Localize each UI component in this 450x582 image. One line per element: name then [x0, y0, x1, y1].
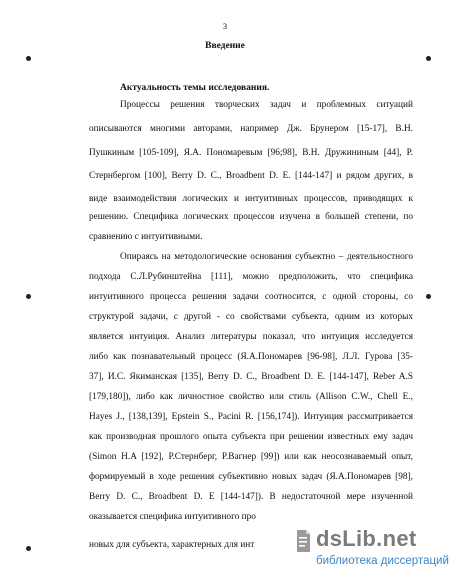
watermark-subtitle: библиотека диссертаций	[316, 555, 449, 567]
paragraph-line: Процессы решения творческих задач и проблемных ситуаций	[120, 100, 413, 110]
paragraph-line: структурой задачи, с другой - со свойствами субъекта, одним из которых	[89, 312, 413, 322]
paragraph-line: (Simon H.A [192], Р.Стернберг, Р.Вагнер [99]) или как неосознаваемый опыт,	[89, 452, 413, 462]
paragraph-line: решению. Специфика логических процессов изучена в большей степени, по	[89, 212, 413, 222]
paragraph-line: Стернбергом [100], Berry D. C., Broadbent D. E. [144-147] и рядом других, в	[89, 171, 413, 181]
paragraph-line: виде взаимодействия логических и интуитивных процессов, приводящих к	[89, 194, 413, 204]
paragraph-line: 37], И.С. Якиманская [135], Berry D. C., Broadbent D. E. [144-147], Reber A.S	[89, 372, 413, 382]
paragraph-line: описываются многими авторами, например Дж. Брунером [15-17], В.Н.	[89, 124, 413, 134]
paragraph-line: сравнению с интуитивными.	[89, 232, 203, 242]
paragraph-line: [179,180]), либо как личностное свойство или стиль (Allison C.W., Chell E.,	[89, 392, 413, 402]
section-heading: Введение	[205, 41, 245, 51]
section-subheading: Актуальность темы исследования.	[120, 83, 270, 93]
page-number: 3	[222, 21, 228, 31]
binding-hole-mark	[426, 294, 431, 299]
binding-hole-mark	[26, 56, 31, 61]
paragraph-line: либо как познавательный процесс (Я.А.Пономарев [96-98], Л.Л. Гурова [35-	[89, 352, 413, 362]
watermark-title: dsLib.net	[316, 526, 417, 551]
paragraph-line: подхода С.Л.Рубинштейна [111], можно предположить, что специфика	[89, 272, 413, 282]
dslib-logo-icon	[294, 528, 312, 554]
paragraph-line: Пушкиным [105-109], Я.А. Пономаревым [96;98], В.Н. Дружининым [44], Р.	[89, 148, 413, 158]
paragraph-line: интуитивного процесса решения задачи соотносится, с одной стороны, со	[89, 292, 413, 302]
binding-hole-mark	[26, 546, 31, 551]
paragraph-line: Опираясь на методологические основания субъектно – деятельностного	[120, 252, 413, 262]
dslib-watermark	[294, 526, 449, 576]
paragraph-line: новых для субъекта, характерных для инт	[89, 540, 255, 550]
binding-hole-mark	[426, 56, 431, 61]
paragraph-line: формируемый в ходе решения субъективно новых задач (Я.А.Пономарев [98],	[89, 472, 413, 482]
binding-hole-mark	[26, 294, 31, 299]
paragraph-line: оказывается специфика интуитивного про	[89, 512, 256, 522]
paragraph-line: как производная прошлого опыта субъекта при решении известных ему задач	[89, 432, 413, 442]
paragraph-line: Hayes J., [138,139], Epstein S., Pacini R. [156,174]). Интуиция рассматривается	[89, 412, 413, 422]
paragraph-line: Berry D. C., Broadbent D. E [144-147]). В недостаточной мере изученной	[89, 492, 413, 502]
paragraph-line: является интуиция. Анализ литературы показал, что интуиция исследуется	[89, 332, 413, 342]
